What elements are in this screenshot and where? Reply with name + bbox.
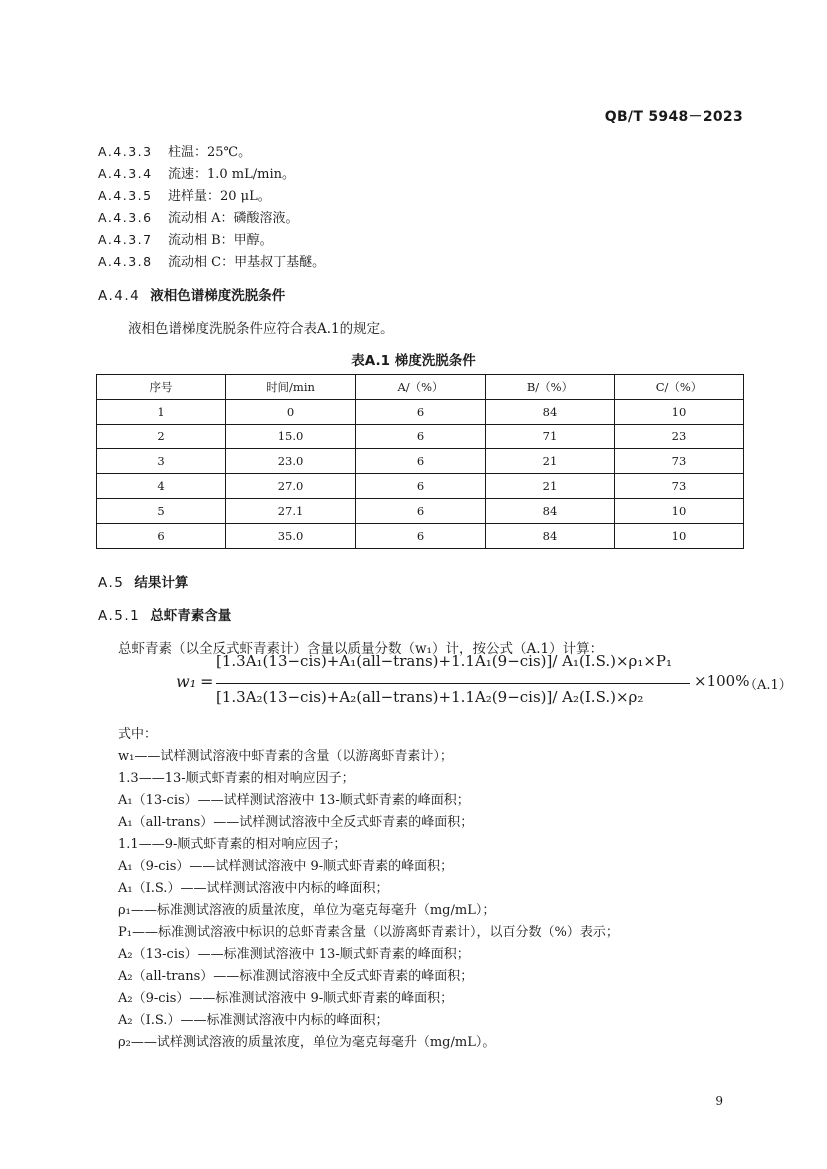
formula-numerator: [1.3A₁(13−cis)+A₁(all−trans)+1.1A₁(9−cis)]/ A₁(I.S.)×ρ₁×P₁ — [216, 652, 673, 670]
table-cell: 6 — [356, 399, 486, 424]
table-cell: 10 — [615, 498, 744, 523]
definition-text: ——试样测试溶液中 9-顺式虾青素的峰面积； — [189, 859, 454, 874]
clause-item — [98, 163, 295, 182]
clause-number: A.4.3.5 — [98, 188, 153, 203]
definition-text: ——13-顺式虾青素的相对响应因子； — [138, 771, 355, 786]
definition-symbol: A₂（I.S.） — [118, 1013, 181, 1028]
definition-text: ——标准测试溶液中 9-顺式虾青素的峰面积； — [189, 991, 454, 1006]
definition-symbol: A₂（all-trans） — [118, 969, 214, 984]
section-number: A.4.4 — [98, 288, 141, 304]
formula-number: （A.1） — [744, 678, 792, 693]
definition-text: ——9-顺式虾青素的相对响应因子； — [138, 837, 347, 852]
definition-symbol: ρ₁ — [118, 903, 131, 918]
table-cell: 4 — [97, 474, 226, 499]
definition-symbol: w₁ — [118, 749, 135, 764]
table-header-row — [97, 375, 744, 400]
definition-text: ——标准测试溶液中 13-顺式虾青素的峰面积； — [197, 947, 470, 962]
formula-percent: ×100% — [694, 672, 750, 690]
clause-item — [98, 141, 251, 160]
definition-symbol: A₂（9-cis） — [118, 991, 190, 1006]
table-row — [97, 498, 744, 523]
definition-text: ——标准测试溶液中标识的总虾青素含量（以游离虾青素计），以百分数（%）表示； — [131, 925, 619, 940]
definitions-intro: 式中： — [118, 727, 158, 742]
definition-symbol: A₁（all-trans） — [118, 815, 214, 830]
section-heading-a51 — [98, 604, 231, 624]
clause-number: A.4.3.4 — [98, 166, 153, 181]
definition-item — [118, 921, 619, 940]
table-cell: 6 — [356, 424, 486, 449]
definition-item — [118, 745, 453, 764]
definition-text: ——试样测试溶液中全反式虾青素的峰面积； — [213, 815, 474, 830]
table-cell: 84 — [486, 523, 615, 548]
table-cell: 6 — [356, 449, 486, 474]
definition-item — [118, 833, 346, 852]
table-cell: 1 — [97, 399, 226, 424]
section-heading-a44 — [98, 284, 285, 304]
column-header: 时间/min — [226, 375, 356, 400]
definition-symbol: 1.3 — [118, 771, 139, 786]
table-cell: 27.0 — [226, 474, 356, 499]
table-cell: 73 — [615, 449, 744, 474]
table-cell: 10 — [615, 523, 744, 548]
definition-symbol: A₁（13-cis） — [118, 793, 198, 808]
definition-symbol: 1.1 — [118, 837, 139, 852]
definition-symbol: A₁（9-cis） — [118, 859, 190, 874]
definition-item — [118, 789, 470, 808]
table-cell: 2 — [97, 424, 226, 449]
definition-symbol: ρ₂ — [118, 1035, 131, 1050]
clause-number: A.4.3.8 — [98, 254, 153, 269]
column-header: 序号 — [97, 375, 226, 400]
clause-text: 流动相 A：磷酸溶液。 — [168, 211, 299, 226]
fraction-bar — [216, 683, 690, 684]
definition-text: ——标准测试溶液中内标的峰面积； — [180, 1013, 389, 1028]
table-row — [97, 399, 744, 424]
definition-item — [118, 1009, 388, 1028]
gradient-table — [96, 374, 744, 549]
clause-item — [98, 207, 299, 226]
definition-text: ——试样测试溶液中虾青素的含量（以游离虾青素计）； — [134, 749, 453, 764]
page-number: 9 — [715, 1094, 723, 1108]
clause-text: 进样量：20 μL。 — [168, 189, 271, 204]
table-row — [97, 449, 744, 474]
formula-a1 — [176, 650, 792, 714]
clause-text: 柱温：25℃。 — [168, 145, 252, 160]
table-cell: 5 — [97, 498, 226, 523]
column-header: B/（%） — [486, 375, 615, 400]
definition-symbol: A₁（I.S.） — [118, 881, 181, 896]
clause-item — [98, 185, 271, 204]
definition-item — [118, 877, 388, 896]
table-cell: 23 — [615, 424, 744, 449]
table-cell: 21 — [486, 449, 615, 474]
definition-item — [118, 943, 470, 962]
definition-item — [118, 965, 473, 984]
column-header: A/（%） — [356, 375, 486, 400]
table-caption: 表A.1 梯度洗脱条件 — [351, 353, 476, 369]
table-cell: 6 — [97, 523, 226, 548]
formula-equals: = — [200, 672, 214, 691]
clause-item — [98, 251, 325, 270]
formula-lhs: w₁ — [176, 672, 197, 691]
table-row — [97, 424, 744, 449]
table-cell: 3 — [97, 449, 226, 474]
table-cell: 6 — [356, 498, 486, 523]
definition-text: ——试样测试溶液中 13-顺式虾青素的峰面积； — [197, 793, 470, 808]
clause-number: A.4.3.6 — [98, 210, 153, 225]
clause-item — [98, 229, 273, 248]
table-row — [97, 474, 744, 499]
section-title: 液相色谱梯度洗脱条件 — [150, 288, 286, 304]
table-cell: 15.0 — [226, 424, 356, 449]
definition-symbol: P₁ — [118, 925, 132, 940]
definition-text: ——试样测试溶液中内标的峰面积； — [180, 881, 389, 896]
table-cell: 84 — [486, 498, 615, 523]
section-number: A.5 — [98, 575, 125, 591]
table-row — [97, 523, 744, 548]
table-cell: 10 — [615, 399, 744, 424]
table-cell: 73 — [615, 474, 744, 499]
clause-text: 流动相 B：甲醇。 — [168, 233, 273, 248]
table-cell: 6 — [356, 523, 486, 548]
table-cell: 35.0 — [226, 523, 356, 548]
table-cell: 0 — [226, 399, 356, 424]
formula-denominator: [1.3A₂(13−cis)+A₂(all−trans)+1.1A₂(9−cis)]/ A₂(I.S.)×ρ₂ — [216, 688, 644, 706]
definition-text: ——试样测试溶液的质量浓度，单位为毫克每毫升（mg/mL）。 — [130, 1035, 496, 1050]
clause-number: A.4.3.7 — [98, 232, 153, 247]
table-cell: 23.0 — [226, 449, 356, 474]
table-cell: 27.1 — [226, 498, 356, 523]
definition-item — [118, 855, 453, 874]
table-cell: 71 — [486, 424, 615, 449]
definition-symbol: A₂（13-cis） — [118, 947, 198, 962]
definition-text: ——标准测试溶液的质量浓度，单位为毫克每毫升（mg/mL）； — [130, 903, 496, 918]
definition-item — [118, 767, 355, 786]
paragraph-a51: 总虾青素（以全反式虾青素计）含量以质量分数（w₁）计，按公式（A.1）计算： — [118, 641, 604, 657]
standard-number: QB/T 5948－2023 — [604, 109, 743, 125]
definition-text: ——标准测试溶液中全反式虾青素的峰面积； — [213, 969, 474, 984]
section-title: 总虾青素含量 — [150, 608, 232, 624]
column-header: C/（%） — [615, 375, 744, 400]
paragraph-a44: 液相色谱梯度洗脱条件应符合表A.1的规定。 — [128, 321, 394, 337]
definition-item — [118, 1031, 495, 1050]
clause-text: 流速：1.0 mL/min。 — [168, 167, 296, 182]
table-cell: 6 — [356, 474, 486, 499]
section-number: A.5.1 — [98, 608, 141, 624]
definition-item — [118, 987, 453, 1006]
section-heading-a5 — [98, 571, 188, 591]
definition-item — [118, 811, 473, 830]
clause-text: 流动相 C：甲基叔丁基醚。 — [168, 255, 326, 270]
clause-number: A.4.3.3 — [98, 144, 153, 159]
table-cell: 84 — [486, 399, 615, 424]
table-cell: 21 — [486, 474, 615, 499]
section-title: 结果计算 — [134, 575, 189, 591]
definition-item — [118, 899, 495, 918]
